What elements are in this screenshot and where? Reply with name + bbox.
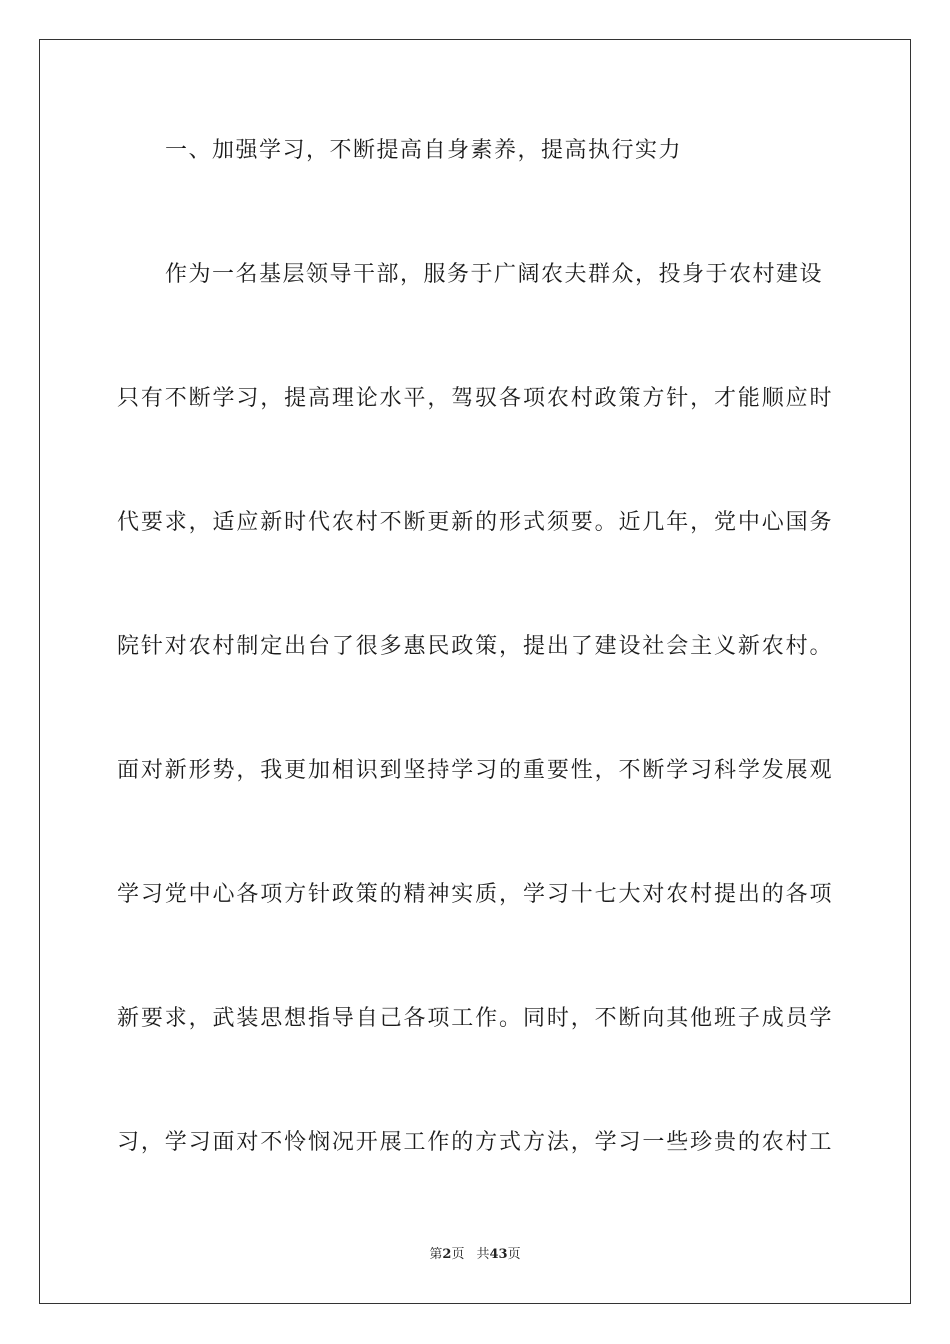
- page-footer: [0, 1246, 950, 1264]
- body-line: 代要求，适应新时代农村不断更新的形式须要。近几年，党中心国务: [117, 510, 833, 535]
- page-number: 2: [442, 1247, 452, 1262]
- section-heading: 一、加强学习，不断提高自身素养，提高执行实力: [165, 138, 683, 163]
- page-border: [39, 39, 911, 1304]
- page-suffix: 页: [451, 1247, 465, 1262]
- body-line: 习，学习面对不怜悯况开展工作的方式方法，学习一些珍贵的农村工: [117, 1130, 833, 1155]
- total-pages: 43: [489, 1247, 508, 1262]
- total-prefix: 共: [476, 1247, 490, 1262]
- body-line: 只有不断学习，提高理论水平，驾驭各项农村政策方针，才能顺应时: [117, 386, 833, 411]
- body-line: 面对新形势，我更加相识到坚持学习的重要性，不断学习科学发展观: [117, 758, 833, 783]
- body-line: 新要求，武装思想指导自己各项工作。同时，不断向其他班子成员学: [117, 1006, 833, 1031]
- body-line: 作为一名基层领导干部，服务于广阔农夫群众，投身于农村建设: [165, 262, 824, 287]
- body-line: 院针对农村制定出台了很多惠民政策，提出了建设社会主义新农村。: [117, 634, 833, 659]
- body-line: 学习党中心各项方针政策的精神实质，学习十七大对农村提出的各项: [117, 882, 833, 907]
- page-prefix: 第: [429, 1247, 443, 1262]
- total-suffix: 页: [507, 1247, 521, 1262]
